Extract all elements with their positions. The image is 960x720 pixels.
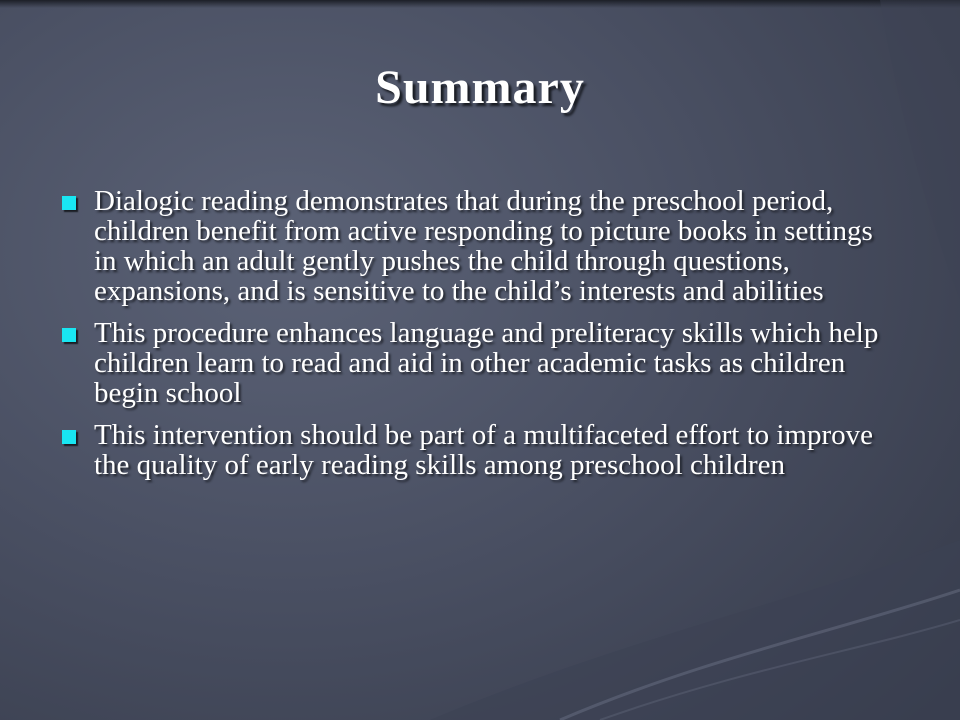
bullet-list (58, 186, 898, 492)
square-bullet-icon (62, 328, 76, 342)
square-bullet-icon (62, 430, 76, 444)
bullet-text: Dialogic reading demonstrates that during the preschool period, children benefit from active responding to picture books in settings in which an adult gently pushes the child through questions, expansions, and is sensitive to the child’s interests and abilities (94, 185, 873, 307)
bullet-item (58, 186, 898, 306)
square-bullet-icon (62, 196, 76, 210)
slide-title: Summary (375, 61, 585, 114)
bullet-item (58, 318, 898, 408)
bullet-item (58, 420, 898, 480)
bullet-text: This procedure enhances language and preliteracy skills which help children learn to read and aid in other academic tasks as children begin school (94, 317, 879, 409)
bullet-text: This intervention should be part of a multifaceted effort to improve the quality of early reading skills among preschool children (94, 419, 874, 481)
